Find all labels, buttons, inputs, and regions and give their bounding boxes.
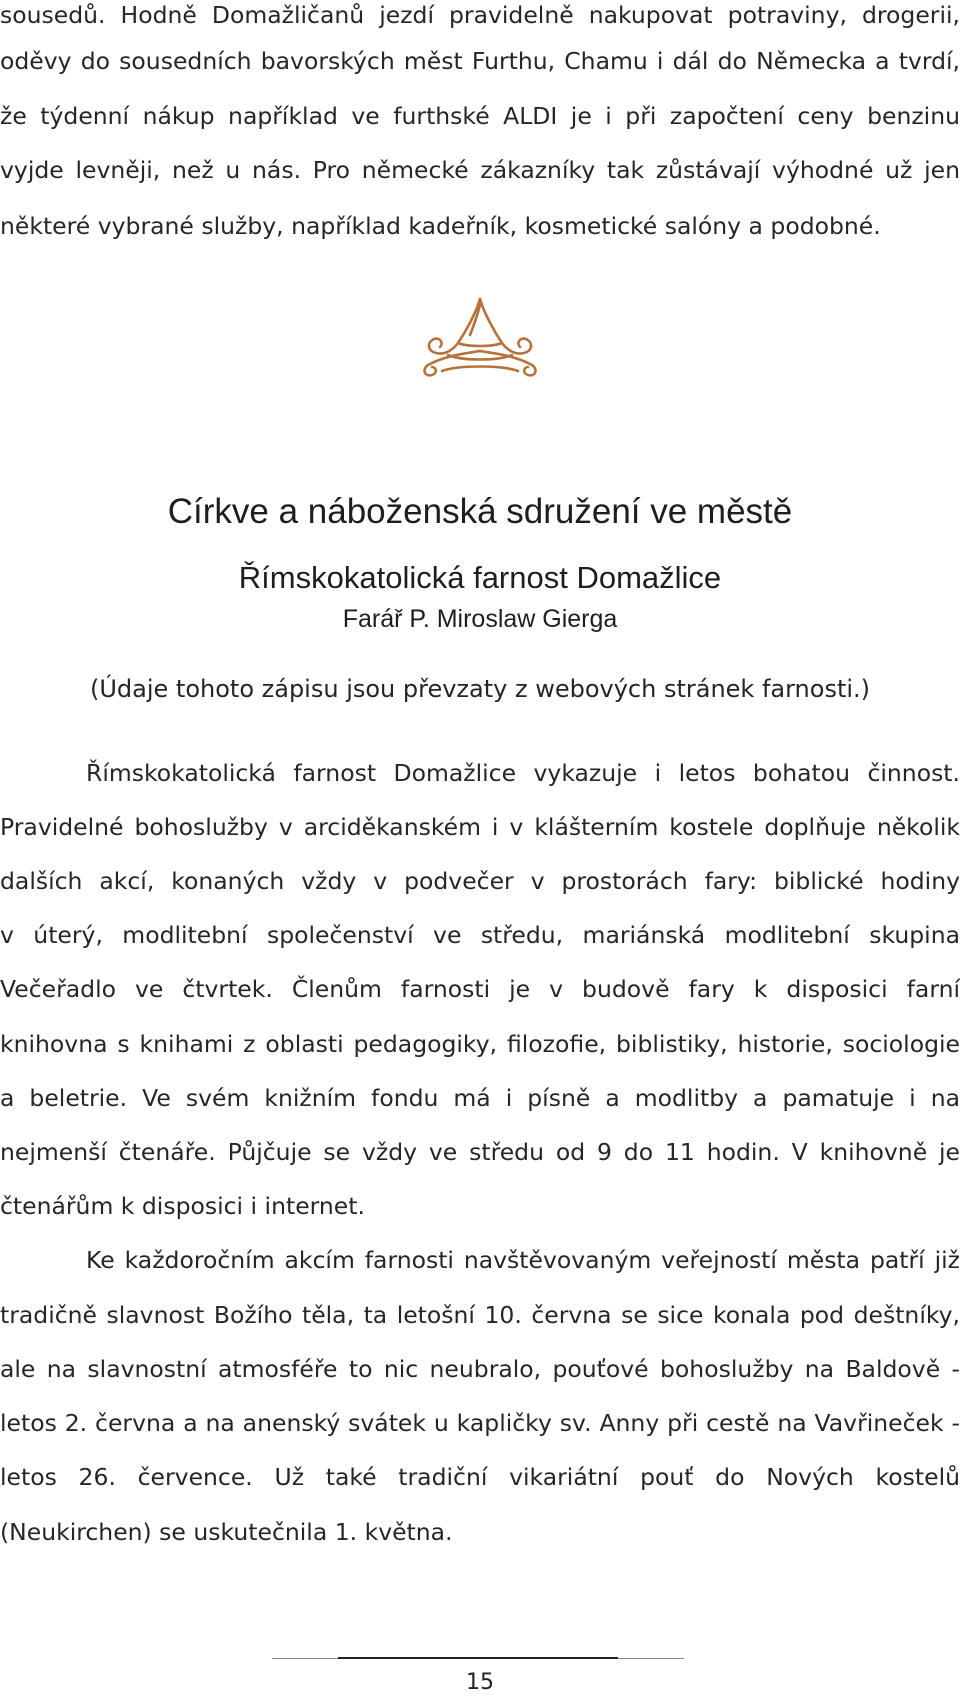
paragraph-1-line-8: nejmenší čtenáře. Půjčuje se vždy ve středu od 9 do 11 hodin. V knihovně je	[0, 1138, 960, 1166]
footer-divider-accent	[338, 1657, 618, 1659]
paragraph-2-line-5: letos 26. července. Už také tradiční vikariátní pouť do Nových kostelů	[0, 1463, 960, 1491]
page-number: 15	[466, 1670, 494, 1695]
intro-line-3: že týdenní nákup například ve furthské ALDI je i při započtení ceny benzinu	[0, 102, 960, 130]
paragraph-2-line-3: ale na slavnostní atmosféře to nic neubralo, pouťové bohoslužby na Baldově -	[0, 1355, 960, 1383]
paragraph-2-line-4: letos 2. června a na anenský svátek u kapličky sv. Anny při cestě na Vavřineček -	[0, 1409, 960, 1437]
intro-line-1: sousedů. Hodně Domažličanů jezdí pravidelně nakupovat potraviny, drogerii,	[0, 1, 960, 29]
paragraph-1-line-4: v úterý, modlitební společenství ve středu, mariánská modlitební skupina	[0, 921, 960, 949]
paragraph-2-line-1: Ke každoročním akcím farnosti navštěvovaným veřejností města patří již	[86, 1246, 960, 1274]
intro-line-2: oděvy do sousedních bavorských měst Furthu, Chamu i dál do Německa a tvrdí,	[0, 47, 960, 75]
paragraph-1-line-2: Pravidelné bohoslužby v arciděkanském i v klášterním kostele doplňuje několik	[0, 813, 960, 841]
intro-line-5: některé vybrané služby, například kadeřník, kosmetické salóny a podobné.	[0, 212, 881, 240]
intro-line-4: vyjde levněji, než u nás. Pro německé zákazníky tak zůstávají výhodné už jen	[0, 156, 960, 184]
paragraph-2-line-2: tradičně slavnost Božího těla, ta letošní 10. června se sice konala pod deštníky,	[0, 1301, 960, 1329]
priest-name: Farář P. Miroslaw Gierga	[342, 605, 618, 633]
paragraph-1-line-1: Římskokatolická farnost Domažlice vykazuje i letos bohatou činnost.	[86, 759, 960, 787]
section-subtitle: Římskokatolická farnost Domažlice	[238, 560, 722, 595]
paragraph-1-line-9: čtenářům k disposici i internet.	[0, 1192, 365, 1220]
flourish-ornament-icon	[418, 295, 542, 385]
paragraph-1-line-3: dalších akcí, konaných vždy v podvečer v prostorách fary: biblické hodiny	[0, 867, 960, 895]
paragraph-1-line-7: a beletrie. Ve svém knižním fondu má i písně a modlitby a pamatuje i na	[0, 1084, 960, 1112]
paragraph-1-line-6: knihovna s knihami z oblasti pedagogiky, filozofie, biblistiky, historie, sociologie	[0, 1030, 960, 1058]
source-note: (Údaje tohoto zápisu jsou převzaty z webových stránek farnosti.)	[90, 675, 871, 703]
section-title: Církve a náboženská sdružení ve městě	[167, 492, 793, 531]
paragraph-1-line-5: Večeřadlo ve čtvrtek. Členům farnosti je v budově fary k disposici farní	[0, 975, 960, 1003]
paragraph-2-line-6: (Neukirchen) se uskutečnila 1. května.	[0, 1518, 453, 1546]
